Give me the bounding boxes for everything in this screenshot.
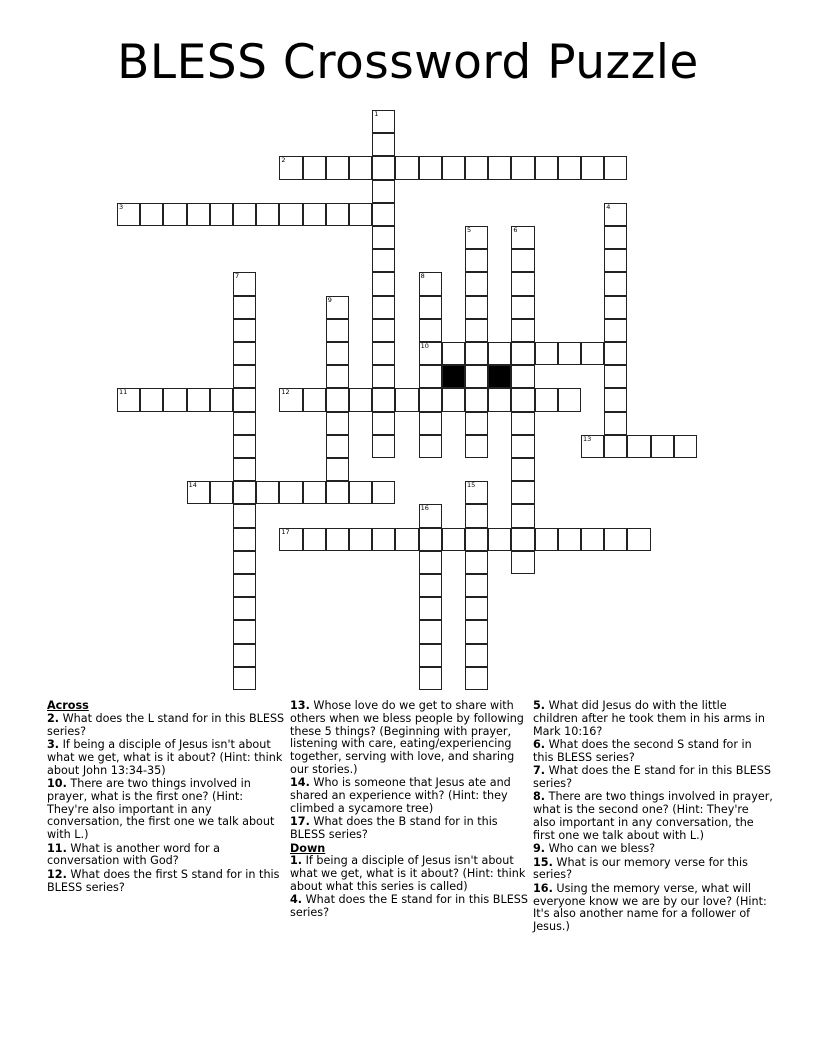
grid-cell[interactable] xyxy=(604,528,627,551)
grid-cell[interactable] xyxy=(511,156,534,179)
clue-column-1 xyxy=(47,700,287,895)
grid-cell[interactable] xyxy=(511,226,534,249)
grid-cell[interactable] xyxy=(326,203,349,226)
clue-number-label: 4 xyxy=(606,202,611,211)
grid-cell[interactable] xyxy=(535,388,558,411)
grid-cell[interactable] xyxy=(349,203,372,226)
clue-number-label: 8 xyxy=(420,272,425,281)
grid-cell[interactable] xyxy=(535,156,558,179)
clue-number-label: 10 xyxy=(420,342,429,350)
grid-cell[interactable] xyxy=(558,156,581,179)
grid-cell[interactable] xyxy=(465,528,488,551)
grid-cell[interactable] xyxy=(674,435,697,458)
grid-cell[interactable] xyxy=(604,272,627,295)
clue-number-label: 9 xyxy=(327,295,332,304)
grid-cell[interactable] xyxy=(163,388,186,411)
grid-cell[interactable] xyxy=(372,226,395,249)
grid-cell[interactable] xyxy=(210,203,233,226)
clue-number-label: 1 xyxy=(374,110,379,118)
grid-cell[interactable] xyxy=(419,620,442,643)
across-clue-10: 10. There are two things involved in prayer, what is the first one? (Hint: They're also important in any conversation, the first one we talk about with L.) xyxy=(47,776,275,842)
grid-cell[interactable] xyxy=(419,412,442,435)
grid-cell[interactable] xyxy=(326,342,349,365)
grid-cell[interactable] xyxy=(419,574,442,597)
clue-number-label: 7 xyxy=(235,272,240,281)
clue-column-3 xyxy=(533,700,773,935)
grid-cell[interactable] xyxy=(465,388,488,411)
grid-cell[interactable] xyxy=(511,412,534,435)
across-clue-12: 12. What does the first S stand for in this BLESS series? xyxy=(47,867,280,894)
grid-cell[interactable] xyxy=(256,203,279,226)
grid-cell[interactable] xyxy=(465,481,488,504)
grid-cell[interactable] xyxy=(279,528,302,551)
grid-cell[interactable] xyxy=(465,620,488,643)
grid-cell[interactable] xyxy=(372,412,395,435)
grid-cell[interactable] xyxy=(604,388,627,411)
grid-cell[interactable] xyxy=(442,342,465,365)
grid-cell[interactable] xyxy=(604,435,627,458)
grid-cell[interactable] xyxy=(395,156,418,179)
grid-cell[interactable] xyxy=(233,365,256,388)
across-clue-13: 13. Whose love do we get to share with others when we bless people by following these 5 things? (Beginning with prayer, listening with care, eating/experiencing together, serving with love, and sharing our stories.) xyxy=(290,699,524,776)
grid-cell[interactable] xyxy=(372,249,395,272)
grid-cell[interactable] xyxy=(233,597,256,620)
grid-cell[interactable] xyxy=(372,365,395,388)
grid-cell[interactable] xyxy=(233,203,256,226)
grid-cell[interactable] xyxy=(558,342,581,365)
grid-cell[interactable] xyxy=(465,319,488,342)
grid-cell[interactable] xyxy=(419,342,442,365)
grid-cell[interactable] xyxy=(511,365,534,388)
grid-cell[interactable] xyxy=(651,435,674,458)
grid-cell[interactable] xyxy=(117,203,140,226)
grid-cell[interactable] xyxy=(372,180,395,203)
grid-cell[interactable] xyxy=(604,296,627,319)
grid-cell[interactable] xyxy=(372,435,395,458)
grid-cell[interactable] xyxy=(581,342,604,365)
grid-cell[interactable] xyxy=(326,435,349,458)
down-clue-6: 6. What does the second S stand for in this BLESS series? xyxy=(533,737,752,764)
grid-cell[interactable] xyxy=(187,388,210,411)
grid-cell[interactable] xyxy=(395,528,418,551)
grid-cell[interactable] xyxy=(581,528,604,551)
grid-cell[interactable] xyxy=(210,388,233,411)
clue-number-label: 5 xyxy=(467,226,472,234)
clue-number-label: 14 xyxy=(188,481,197,490)
down-clue-1: 1. If being a disciple of Jesus isn't about what we get, what is it about? (Hint: think about what this series is called) xyxy=(290,854,526,893)
grid-cell[interactable] xyxy=(511,272,534,295)
grid-cell[interactable] xyxy=(372,388,395,411)
across-clue-3: 3. If being a disciple of Jesus isn't about what we get, what is it about? (Hint: think about John 13:34-35) xyxy=(47,737,283,777)
grid-cell[interactable] xyxy=(233,412,256,435)
grid-cell[interactable] xyxy=(511,296,534,319)
black-cell xyxy=(442,365,465,388)
grid-cell[interactable] xyxy=(465,574,488,597)
grid-cell[interactable] xyxy=(419,365,442,388)
down-clue-7: 7. What does the E stand for in this BLESS series? xyxy=(533,764,771,790)
clue-number-label: 2 xyxy=(281,156,286,165)
grid-cell[interactable] xyxy=(163,203,186,226)
grid-cell[interactable] xyxy=(279,388,302,411)
grid-cell[interactable] xyxy=(233,551,256,574)
grid-cell[interactable] xyxy=(604,203,627,226)
down-clue-15: 15. What is our memory verse for this series? xyxy=(533,855,748,882)
grid-cell[interactable] xyxy=(326,388,349,411)
across-clue-14: 14. Who is someone that Jesus ate and shared an experience with? (Hint: they climbed a sycamore tree) xyxy=(290,776,511,815)
grid-cell[interactable] xyxy=(117,388,140,411)
grid-cell[interactable] xyxy=(604,412,627,435)
grid-cell[interactable] xyxy=(419,388,442,411)
grid-cell[interactable] xyxy=(140,388,163,411)
grid-cell[interactable] xyxy=(303,528,326,551)
grid-cell[interactable] xyxy=(511,551,534,574)
across-clue-2: 2. What does the L stand for in this BLESS series? xyxy=(47,711,285,738)
grid-cell[interactable] xyxy=(419,272,442,295)
grid-cell[interactable] xyxy=(465,272,488,295)
clue-number-label: 12 xyxy=(281,388,290,397)
grid-cell[interactable] xyxy=(488,342,511,365)
grid-cell[interactable] xyxy=(187,203,210,226)
grid-cell[interactable] xyxy=(372,528,395,551)
grid-cell[interactable] xyxy=(326,296,349,319)
grid-cell[interactable] xyxy=(140,203,163,226)
across-clue-17: 17. What does the B stand for in this BLESS series? xyxy=(290,815,498,842)
grid-cell[interactable] xyxy=(279,156,302,179)
clue-number-label: 11 xyxy=(119,388,128,397)
grid-cell[interactable] xyxy=(604,156,627,179)
clue-number-label: 17 xyxy=(281,527,290,536)
grid-cell[interactable] xyxy=(465,667,488,690)
grid-cell[interactable] xyxy=(303,481,326,504)
grid-cell[interactable] xyxy=(465,156,488,179)
grid-cell[interactable] xyxy=(372,319,395,342)
grid-cell[interactable] xyxy=(627,528,650,551)
grid-cell[interactable] xyxy=(233,435,256,458)
grid-cell[interactable] xyxy=(511,319,534,342)
grid-cell[interactable] xyxy=(326,528,349,551)
grid-cell[interactable] xyxy=(233,481,256,504)
grid-cell[interactable] xyxy=(511,388,534,411)
down-clue-8: 8. There are two things involved in prayer, what is the second one? (Hint: They're also important in any conversation, the first one we talk about with L.) xyxy=(533,790,773,842)
down-clue-4: 4. What does the E stand for in this BLESS series? xyxy=(290,893,528,920)
grid-cell[interactable] xyxy=(233,574,256,597)
grid-cell[interactable] xyxy=(279,481,302,504)
clue-number-label: 6 xyxy=(513,226,518,234)
down-heading: Down xyxy=(290,841,326,855)
grid-cell[interactable] xyxy=(465,412,488,435)
grid-cell[interactable] xyxy=(233,620,256,643)
grid-cell[interactable] xyxy=(558,388,581,411)
grid-cell[interactable] xyxy=(442,528,465,551)
grid-cell[interactable] xyxy=(372,481,395,504)
down-clue-16: 16. Using the memory verse, what will everyone know we are by our love? (Hint: It's also another name for a follower of Jesus.) xyxy=(533,881,767,934)
grid-cell[interactable] xyxy=(233,272,256,295)
grid-cell[interactable] xyxy=(233,342,256,365)
grid-cell[interactable] xyxy=(233,667,256,690)
grid-cell[interactable] xyxy=(488,156,511,179)
grid-cell[interactable] xyxy=(303,388,326,411)
grid-cell[interactable] xyxy=(233,504,256,527)
grid-cell[interactable] xyxy=(442,388,465,411)
grid-cell[interactable] xyxy=(419,667,442,690)
grid-cell[interactable] xyxy=(326,365,349,388)
grid-cell[interactable] xyxy=(627,435,650,458)
grid-cell[interactable] xyxy=(372,296,395,319)
grid-cell[interactable] xyxy=(419,296,442,319)
grid-cell[interactable] xyxy=(465,597,488,620)
grid-cell[interactable] xyxy=(349,528,372,551)
grid-cell[interactable] xyxy=(465,435,488,458)
clue-number-label: 13 xyxy=(583,434,592,443)
grid-cell[interactable] xyxy=(604,342,627,365)
grid-cell[interactable] xyxy=(326,319,349,342)
grid-cell[interactable] xyxy=(419,528,442,551)
grid-cell[interactable] xyxy=(372,156,395,179)
grid-cell[interactable] xyxy=(419,435,442,458)
grid-cell[interactable] xyxy=(465,226,488,249)
across-clue-11: 11. What is another word for a conversation with God? xyxy=(47,841,220,868)
grid-cell[interactable] xyxy=(419,319,442,342)
grid-cell[interactable] xyxy=(511,481,534,504)
grid-cell[interactable] xyxy=(604,319,627,342)
grid-cell[interactable] xyxy=(372,110,395,133)
grid-cell[interactable] xyxy=(488,528,511,551)
grid-cell[interactable] xyxy=(604,249,627,272)
grid-cell[interactable] xyxy=(558,528,581,551)
clue-number-label: 15 xyxy=(467,481,476,490)
grid-cell[interactable] xyxy=(511,458,534,481)
grid-cell[interactable] xyxy=(303,156,326,179)
grid-cell[interactable] xyxy=(465,249,488,272)
grid-cell[interactable] xyxy=(372,342,395,365)
grid-cell[interactable] xyxy=(465,551,488,574)
grid-cell[interactable] xyxy=(419,551,442,574)
grid-cell[interactable] xyxy=(303,203,326,226)
grid-cell[interactable] xyxy=(210,481,233,504)
across-heading: Across xyxy=(47,699,89,712)
grid-cell[interactable] xyxy=(372,203,395,226)
grid-cell[interactable] xyxy=(372,133,395,156)
grid-cell[interactable] xyxy=(535,342,558,365)
grid-cell[interactable] xyxy=(372,272,395,295)
down-clue-9: 9. Who can we bless? xyxy=(533,842,656,856)
grid-cell[interactable] xyxy=(511,249,534,272)
black-cell xyxy=(488,365,511,388)
grid-cell[interactable] xyxy=(442,156,465,179)
grid-cell[interactable] xyxy=(465,342,488,365)
clue-column-2 xyxy=(290,700,528,921)
grid-cell[interactable] xyxy=(279,203,302,226)
grid-cell[interactable] xyxy=(326,412,349,435)
grid-cell[interactable] xyxy=(349,156,372,179)
grid-cell[interactable] xyxy=(256,481,279,504)
grid-cell[interactable] xyxy=(349,388,372,411)
grid-cell[interactable] xyxy=(326,481,349,504)
grid-cell[interactable] xyxy=(349,481,372,504)
grid-cell[interactable] xyxy=(187,481,210,504)
grid-cell[interactable] xyxy=(465,504,488,527)
puzzle-title: BLESS Crossword Puzzle xyxy=(117,35,699,90)
grid-cell[interactable] xyxy=(233,319,256,342)
grid-cell[interactable] xyxy=(233,528,256,551)
grid-cell[interactable] xyxy=(465,365,488,388)
clue-number-label: 16 xyxy=(420,504,429,513)
grid-cell[interactable] xyxy=(535,528,558,551)
grid-cell[interactable] xyxy=(604,226,627,249)
down-clue-5: 5. What did Jesus do with the little children after he took them in his arms in Mark 10:16? xyxy=(533,699,765,738)
grid-cell[interactable] xyxy=(511,528,534,551)
grid-cell[interactable] xyxy=(581,156,604,179)
grid-cell[interactable] xyxy=(581,435,604,458)
grid-cell[interactable] xyxy=(419,597,442,620)
grid-cell[interactable] xyxy=(511,504,534,527)
grid-cell[interactable] xyxy=(604,365,627,388)
grid-cell[interactable] xyxy=(465,644,488,667)
grid-cell[interactable] xyxy=(419,504,442,527)
grid-cell[interactable] xyxy=(326,458,349,481)
grid-cell[interactable] xyxy=(233,296,256,319)
grid-cell[interactable] xyxy=(233,644,256,667)
clue-number-label: 3 xyxy=(119,202,124,211)
grid-cell[interactable] xyxy=(511,342,534,365)
grid-cell[interactable] xyxy=(233,458,256,481)
grid-cell[interactable] xyxy=(419,156,442,179)
grid-cell[interactable] xyxy=(511,435,534,458)
grid-cell[interactable] xyxy=(326,156,349,179)
grid-cell[interactable] xyxy=(465,296,488,319)
grid-cell[interactable] xyxy=(419,644,442,667)
grid-cell[interactable] xyxy=(488,388,511,411)
grid-cell[interactable] xyxy=(233,388,256,411)
grid-cell[interactable] xyxy=(395,388,418,411)
